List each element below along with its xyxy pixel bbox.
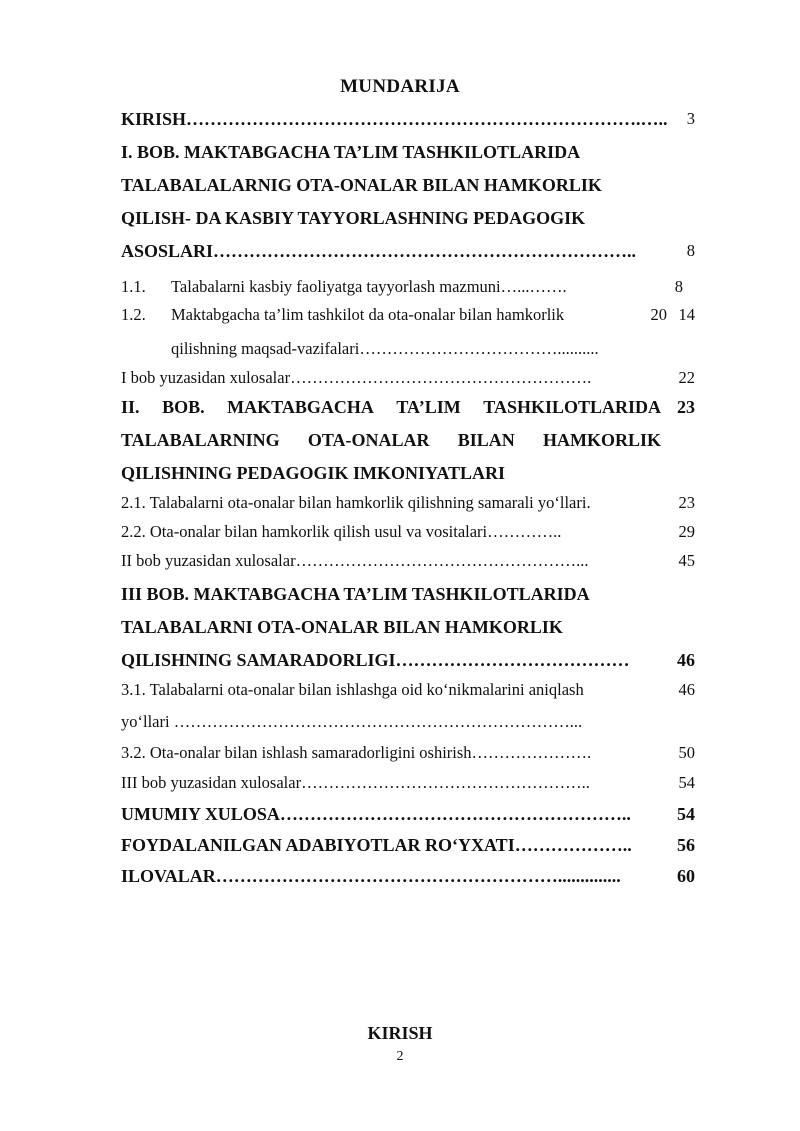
- toc-entry-2-1[interactable]: [121, 492, 695, 514]
- toc-entry-ch3-summary[interactable]: [121, 772, 695, 794]
- toc-entry-3-1[interactable]: [121, 679, 695, 701]
- toc-entry-label: Talabalarni kasbiy faoliyatga tayyorlash mazmuni…...…….: [171, 277, 567, 296]
- toc-entry-label: QILISHNING SAMARADORLIGI…………………………………: [121, 650, 630, 670]
- toc-page-number: 23: [678, 493, 695, 512]
- toc-page-number: 3: [686, 109, 695, 128]
- toc-page-number: 8: [674, 277, 683, 296]
- toc-entry-label: 3.1. Talabalarni ota-onalar bilan ishlashga oid ko‘nikmalarini aniqlash: [121, 680, 584, 699]
- toc-entry-adabiyotlar[interactable]: [121, 834, 695, 856]
- toc-page-number: 56: [677, 835, 695, 855]
- toc-entry-label: 2.1. Talabalarni ota-onalar bilan hamkorlik qilishning samarali yo‘llari.: [121, 493, 591, 512]
- toc-entry-ch2-summary[interactable]: [121, 550, 695, 572]
- toc-page-number: 45: [678, 551, 695, 570]
- toc-entry-1-2-continuation: qilishning maqsad-vazifalari………………………………..........: [171, 339, 599, 358]
- heading-word: MAKTABGACHA: [227, 397, 374, 417]
- page-number: 2: [396, 1049, 404, 1064]
- chapter-1-heading-line-2[interactable]: TALABALALARNIG OTA-ONALAR BILAN HAMKORLIK: [121, 175, 602, 195]
- toc-page-number: 54: [677, 804, 695, 824]
- toc-entry-label: FOYDALANILGAN ADABIYOTLAR RO‘YXATI………………..: [121, 835, 632, 855]
- toc-entry-label: Maktabgacha ta’lim tashkilot da ota-onalar bilan hamkorlik: [171, 305, 565, 324]
- toc-entry-label: KIRISH………………………………………………………………….…..: [121, 109, 668, 129]
- chapter-1-heading-line-1[interactable]: I. BOB. MAKTABGACHA TA’LIM TASHKILOTLARIDA: [121, 142, 581, 162]
- toc-title: MUNDARIJA: [340, 76, 460, 97]
- toc-entry-label: II bob yuzasidan xulosalar……………………………………………...: [121, 551, 589, 570]
- toc-page-number: 54: [678, 773, 695, 792]
- section-number: 1.2.: [121, 305, 146, 324]
- toc-entry-label: ASOSLARI……………………………………………………………..: [121, 241, 637, 261]
- toc-page-number-extra: 20: [650, 305, 667, 324]
- next-section-heading: KIRISH: [367, 1023, 433, 1043]
- toc-entry-ch1-summary[interactable]: [121, 367, 695, 389]
- heading-word: TASHKILOTLARIDA: [483, 397, 661, 417]
- heading-word: II.: [121, 397, 140, 417]
- toc-entry-3-1-continuation: yo‘llari ………………………………………………………………...: [121, 712, 583, 731]
- chapter-1-heading-line-4[interactable]: [121, 240, 695, 262]
- heading-word: HAMKORLIK: [542, 430, 661, 450]
- toc-entry-label: III bob yuzasidan xulosalar……………………………………………..: [121, 773, 590, 792]
- heading-word: TALABALARNING: [121, 430, 280, 450]
- chapter-2-heading-line-2[interactable]: [121, 429, 661, 451]
- toc-entry-2-2[interactable]: [121, 521, 695, 543]
- chapter-1-heading-line-3[interactable]: QILISH- DA KASBIY TAYYORLASHNING PEDAGOGIK: [121, 208, 586, 228]
- toc-page-number: 60: [677, 866, 695, 886]
- toc-entry-1-2[interactable]: [121, 304, 695, 326]
- chapter-3-heading-line-2[interactable]: TALABALARNI OTA-ONALAR BILAN HAMKORLIK: [121, 617, 563, 637]
- section-number: 1.1.: [121, 277, 146, 296]
- toc-entry-label: 3.2. Ota-onalar bilan ishlash samaradorligini oshirish………………….: [121, 743, 592, 762]
- toc-entry-label: ILOVALAR…………………………………………………..............: [121, 866, 621, 886]
- toc-page-number: 46: [678, 680, 695, 699]
- toc-entry-kirish[interactable]: [121, 108, 695, 130]
- heading-word: OTA-ONALAR: [307, 430, 430, 450]
- toc-entry-ilovalar[interactable]: [121, 865, 695, 887]
- toc-entry-umumiy-xulosa[interactable]: [121, 803, 695, 825]
- toc-entry-1-1[interactable]: [121, 276, 695, 298]
- toc-page-number: 8: [686, 241, 695, 260]
- toc-page-number: 23: [677, 397, 695, 417]
- chapter-2-heading-line-1[interactable]: [121, 396, 661, 418]
- toc-page-number: 50: [678, 743, 695, 762]
- toc-page-number: 22: [678, 368, 695, 387]
- chapter-2-heading-line-3[interactable]: QILISHNING PEDAGOGIK IMKONIYATLARI: [121, 463, 506, 483]
- toc-entry-label: I bob yuzasidan xulosalar……………………………………………….: [121, 368, 592, 387]
- toc-page-number: 46: [677, 650, 695, 670]
- heading-word: BOB.: [162, 397, 205, 417]
- chapter-3-heading-line-3[interactable]: [121, 649, 695, 671]
- toc-entry-label: 2.2. Ota-onalar bilan hamkorlik qilish usul va vositalari…………..: [121, 522, 562, 541]
- toc-entry-3-2[interactable]: [121, 742, 695, 764]
- heading-word: TA’LIM: [396, 397, 461, 417]
- toc-page-number: 29: [678, 522, 695, 541]
- toc-page-number: 14: [678, 305, 695, 324]
- chapter-3-heading-line-1[interactable]: III BOB. MAKTABGACHA TA’LIM TASHKILOTLARIDA: [121, 584, 590, 604]
- heading-word: BILAN: [457, 430, 515, 450]
- toc-entry-label: UMUMIY XULOSA…………………………………………………..: [121, 804, 631, 824]
